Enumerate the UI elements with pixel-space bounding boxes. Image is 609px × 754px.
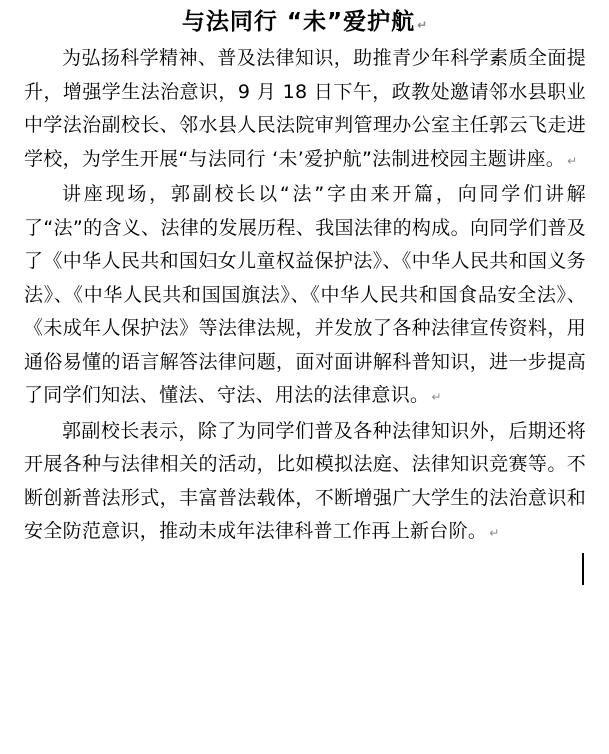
paragraph-mark-icon: ↵ [567,153,578,168]
paragraph-text: 讲座现场，郭副校长以“法”字由来开篇，向同学们讲解了“法”的含义、法律的发展历程、我国法律的构成。向同学们普及了《中华人民共和国妇女儿童权益保护法》、《中华人民共和国义务法》、《中华人民共和国国旗法》、《中华人民共和国食品安全法》、《未成年人保护法》等法律法规，并发放了各种法律宣传资料，用通俗易懂的语言解答法律问题，面对面讲解科普知识，进一步提高了同学们知法、懂法、守法、用法的法律意识。 [24,183,586,406]
paragraph-1[interactable] [24,42,586,178]
paragraph-mark-icon: ↵ [431,390,442,404]
title-text: 与法同行 “未”爱护航 [181,9,416,35]
paragraph-mark-icon: ↵ [489,526,500,540]
paragraph-text: 为弘扬科学精神、普及法律知识，助推青少年科学素质全面提升，增强学生法治意识，9 月 18 日下午，政教处邀请邻水县职业中学法治副校长、邻水县人民法院审判管理办公室主任郭云飞走进学校，为学生开展“与法同行 ‘未’爱护航”法制进校园主题讲座。 [24,47,586,170]
paragraph-2[interactable] [24,178,586,415]
text-cursor [582,553,584,585]
paragraph-mark-icon: ↵ [417,18,429,32]
document-title [24,2,586,42]
paragraph-3[interactable] [24,415,586,551]
document-page [24,2,586,551]
paragraph-text: 郭副校长表示，除了为同学们普及各种法律知识外，后期还将开展各种与法律相关的活动，比如模拟法庭、法律知识竞赛等。不断创新普法形式，丰富普法载体，不断增强广大学生的法治意识和安全防范意识，推动未成年法律科普工作再上新台阶。 [24,419,586,542]
